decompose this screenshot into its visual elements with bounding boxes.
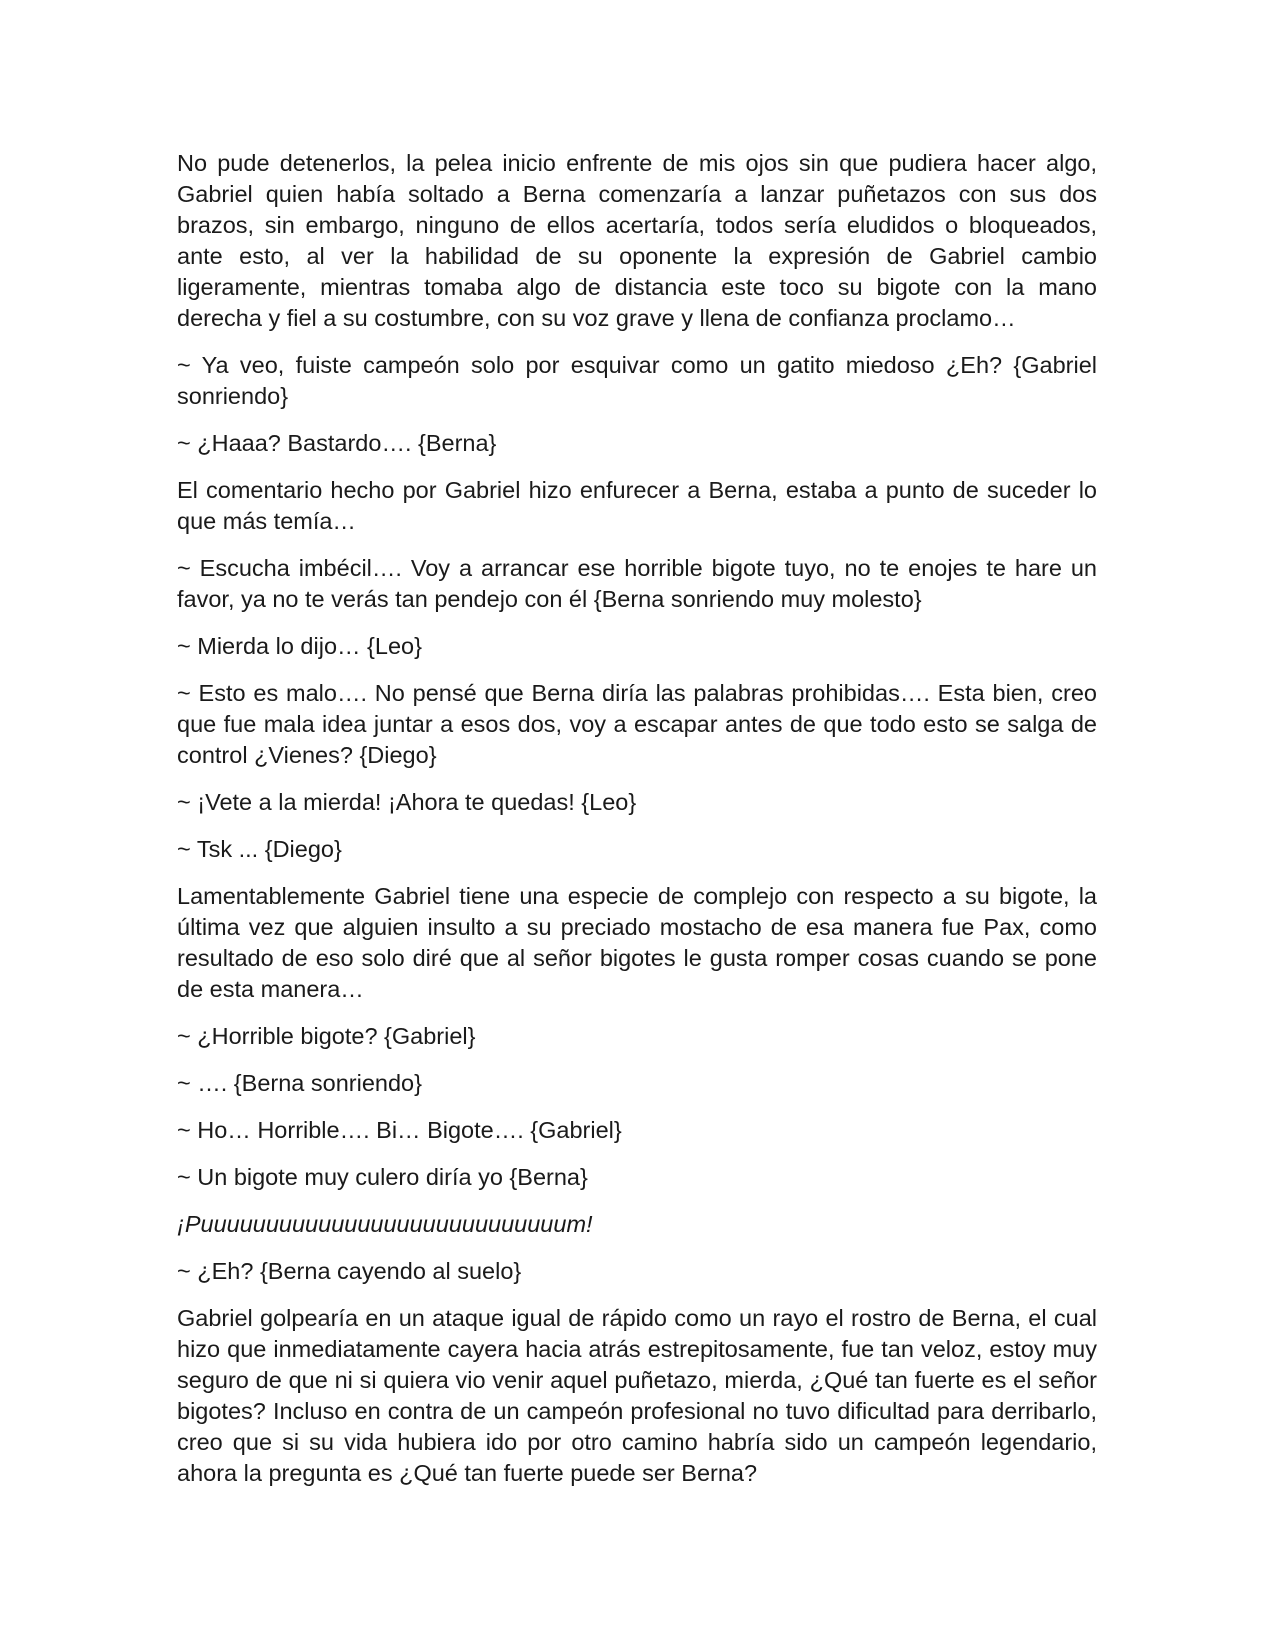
narrative-paragraph: Lamentablemente Gabriel tiene una especie de complejo con respecto a su bigote, la última vez que alguien insulto a su preciado mostacho de esa manera fue Pax, como resultado de eso solo diré que al señor bigotes le gusta romper cosas cuando se pone de esta manera…	[177, 883, 1097, 1002]
dialogue-line: ~ Ya veo, fuiste campeón solo por esquivar como un gatito miedoso ¿Eh? {Gabriel sonriendo}	[177, 352, 1097, 409]
narrative-paragraph: No pude detenerlos, la pelea inicio enfrente de mis ojos sin que pudiera hacer algo, Gabriel quien había soltado a Berna comenzaría a lanzar puñetazos con sus dos brazos, sin embargo, ninguno de ellos acertaría, todos sería eludidos o bloqueados, ante esto, al ver la habilidad de su oponente la expresión de Gabriel cambio ligeramente, mientras tomaba algo de distancia este toco su bigote con la mano derecha y fiel a su costumbre, con su voz grave y llena de confianza proclamo…	[177, 150, 1097, 331]
dialogue-line: ~ Tsk ... {Diego}	[177, 836, 342, 862]
document-page	[177, 148, 1097, 1505]
dialogue-line: ~ Un bigote muy culero diría yo {Berna}	[177, 1164, 588, 1190]
narrative-paragraph: El comentario hecho por Gabriel hizo enfurecer a Berna, estaba a punto de suceder lo que más temía…	[177, 477, 1097, 534]
dialogue-line: ~ ¿Haaa? Bastardo…. {Berna}	[177, 430, 497, 456]
dialogue-line: ~ ¿Eh? {Berna cayendo al suelo}	[177, 1258, 522, 1284]
dialogue-line: ~ Mierda lo dijo… {Leo}	[177, 633, 422, 659]
dialogue-line: ~ …. {Berna sonriendo}	[177, 1070, 422, 1096]
dialogue-line: ~ ¿Horrible bigote? {Gabriel}	[177, 1023, 476, 1049]
dialogue-line: ~ Escucha imbécil…. Voy a arrancar ese horrible bigote tuyo, no te enojes te hare un favor, ya no te verás tan pendejo con él {Berna sonriendo muy molesto}	[177, 555, 1097, 612]
dialogue-line: ~ Ho… Horrible…. Bi… Bigote…. {Gabriel}	[177, 1117, 622, 1143]
sound-effect: ¡Puuuuuuuuuuuuuuuuuuuuuuuuuuuum!	[177, 1211, 593, 1237]
dialogue-line: ~ Esto es malo…. No pensé que Berna diría las palabras prohibidas…. Esta bien, creo que fue mala idea juntar a esos dos, voy a escapar antes de que todo esto se salga de control ¿Vienes? {Diego}	[177, 680, 1097, 768]
narrative-paragraph: Gabriel golpearía en un ataque igual de rápido como un rayo el rostro de Berna, el cual hizo que inmediatamente cayera hacia atrás estrepitosamente, fue tan veloz, estoy muy seguro de que ni si quiera vio venir aquel puñetazo, mierda, ¿Qué tan fuerte es el señor bigotes? Incluso en contra de un campeón profesional no tuvo dificultad para derribarlo, creo que si su vida hubiera ido por otro camino habría sido un campeón legendario, ahora la pregunta es ¿Qué tan fuerte puede ser Berna?	[177, 1305, 1097, 1486]
dialogue-line: ~ ¡Vete a la mierda! ¡Ahora te quedas! {Leo}	[177, 789, 637, 815]
